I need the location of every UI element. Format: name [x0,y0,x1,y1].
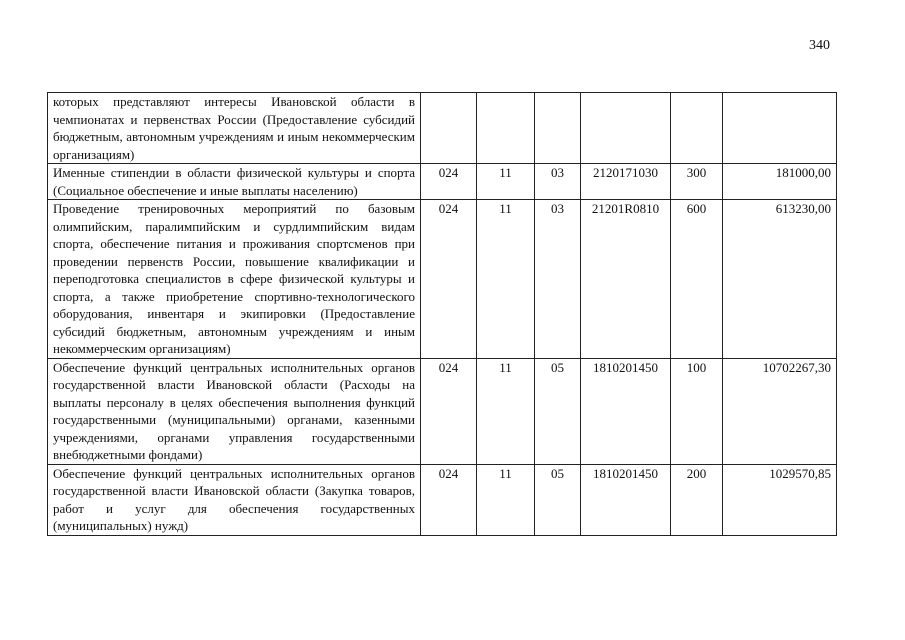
amount [723,93,837,164]
expense-type-code: 600 [671,200,723,359]
table-row [48,464,837,535]
table-row [48,164,837,200]
page-number: 340 [809,38,830,53]
table-row [48,358,837,464]
table-row [48,200,837,359]
ministry-code [421,93,477,164]
target-article-code: 1810201450 [581,358,671,464]
expense-type-code [671,93,723,164]
expense-type-code: 200 [671,464,723,535]
ministry-code: 024 [421,464,477,535]
budget-table [47,92,837,536]
target-article-code: 1810201450 [581,464,671,535]
section-code: 11 [477,464,535,535]
target-article-code: 21201R0810 [581,200,671,359]
subsection-code: 05 [535,358,581,464]
amount: 613230,00 [723,200,837,359]
subsection-code [535,93,581,164]
amount: 1029570,85 [723,464,837,535]
ministry-code: 024 [421,200,477,359]
row-description: Именные стипендии в области физической культуры и спорта (Социальное обеспечение и иные выплаты населению) [48,164,421,200]
section-code [477,93,535,164]
amount: 10702267,30 [723,358,837,464]
target-article-code [581,93,671,164]
expense-type-code: 300 [671,164,723,200]
amount: 181000,00 [723,164,837,200]
expense-type-code: 100 [671,358,723,464]
row-description: Обеспечение функций центральных исполнительных органов государственной власти Ивановской области (Закупка товаров, работ и услуг для обеспечения государственных (муниципальных) нужд) [48,464,421,535]
section-code: 11 [477,164,535,200]
ministry-code: 024 [421,358,477,464]
subsection-code: 05 [535,464,581,535]
row-description: которых представляют интересы Ивановской области в чемпионатах и первенствах России (Предоставление субсидий бюджетным, автономным учреждениям и иным некоммерческим организациям) [48,93,421,164]
row-description: Проведение тренировочных мероприятий по базовым олимпийским, паралимпийским и сурдлимпийским видам спорта, обеспечение питания и проживания спортсменов при проведении первенств России, повышение квалификации и переподготовка специалистов в сфере физической культуры и спорта, а также приобретение спортивно-технологического оборудования, инвентаря и экипировки (Предоставление субсидий бюджетным, автономным учреждениям и иным некоммерческим организациям) [48,200,421,359]
section-code: 11 [477,358,535,464]
row-description: Обеспечение функций центральных исполнительных органов государственной власти Ивановской области (Расходы на выплаты персоналу в целях обеспечения выполнения функций государственными (муниципальными) органами, казенными учреждениями, органами управления государственными внебюджетными фондами) [48,358,421,464]
section-code: 11 [477,200,535,359]
table-row [48,93,837,164]
subsection-code: 03 [535,200,581,359]
subsection-code: 03 [535,164,581,200]
ministry-code: 024 [421,164,477,200]
target-article-code: 2120171030 [581,164,671,200]
